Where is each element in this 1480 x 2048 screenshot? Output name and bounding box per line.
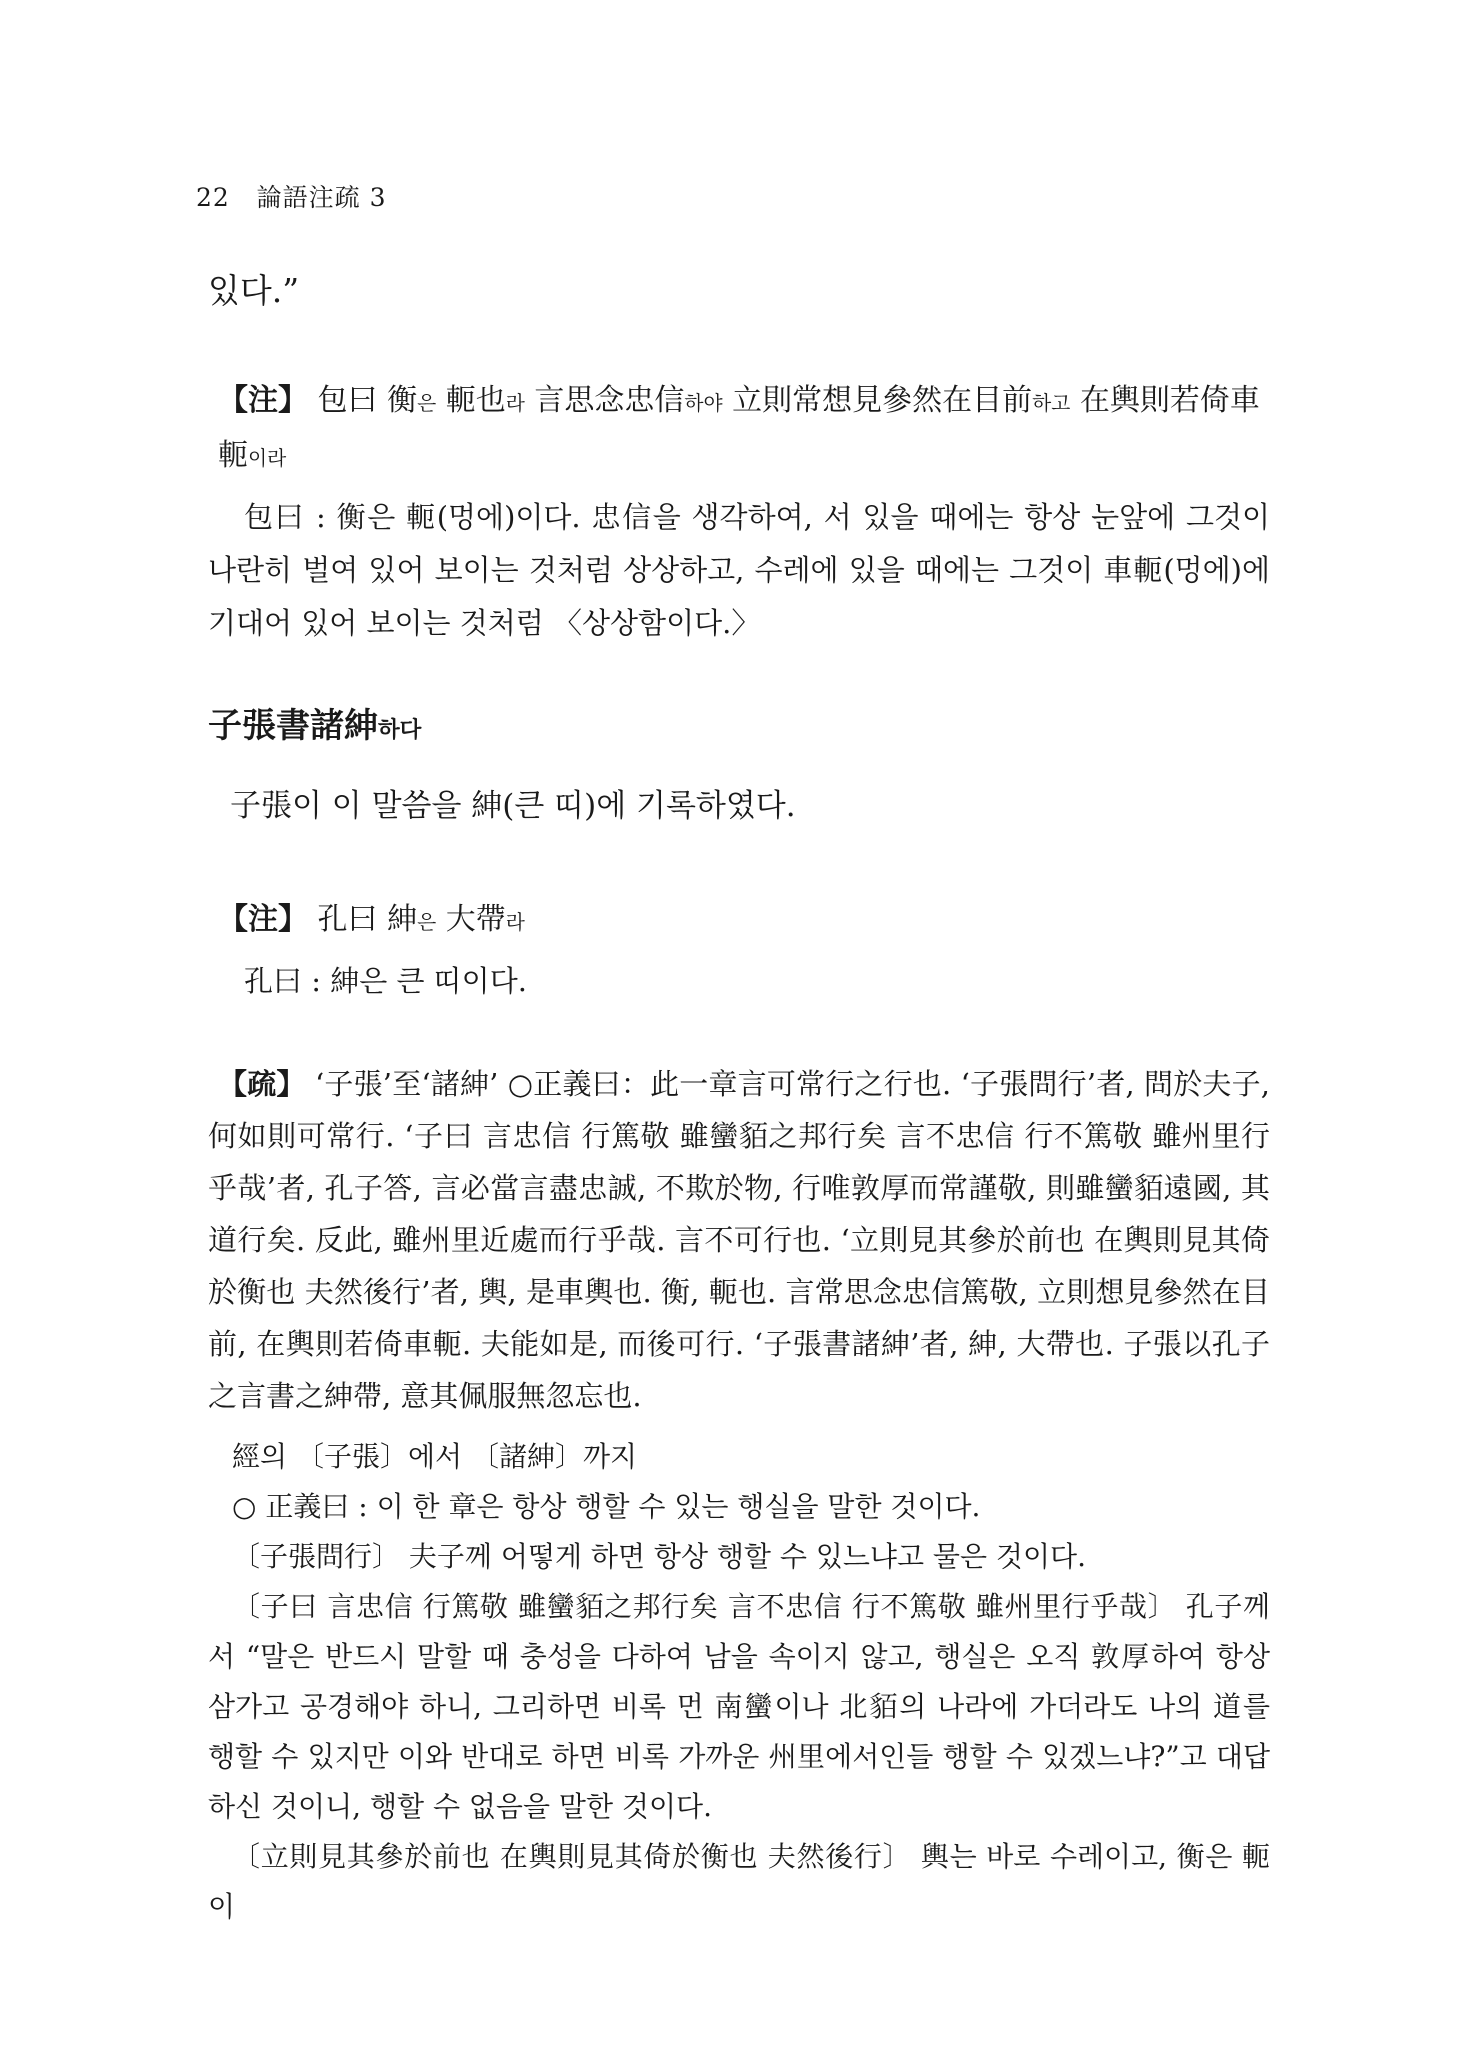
note-body-2 xyxy=(308,902,525,937)
classical-text: 大帶 xyxy=(436,902,506,937)
particle-text: 하야 xyxy=(684,392,723,415)
classical-text: 在輿則若倚車軛 xyxy=(218,383,1260,473)
note-tag-2: 【注】 xyxy=(218,902,308,937)
classical-text: 孔曰 紳 xyxy=(308,902,418,937)
scripture-text: 子張書諸紳 xyxy=(208,706,378,746)
particle-text: 이라 xyxy=(248,447,287,470)
particle-text: 은 xyxy=(417,911,437,934)
scripture-translation: 子張이 이 말씀을 紳(큰 띠)에 기록하였다. xyxy=(230,788,796,824)
note-original-2 xyxy=(208,894,1270,949)
running-header xyxy=(196,178,387,214)
translation-line: 〔子張問行〕 夫子께 어떻게 하면 항상 행할 수 있느냐고 물은 것이다. xyxy=(232,1540,1086,1573)
note-body xyxy=(218,383,1260,473)
translation-line: 〔立則見其參於前也 在輿則見其倚於衡也 夫然後行〕 輿는 바로 수레이고, 衡은 軛이 xyxy=(208,1840,1270,1923)
page-number: 22 xyxy=(196,183,230,212)
note-original xyxy=(208,375,1270,485)
commentary-text xyxy=(208,1058,1270,1422)
classical-text: 軛也 xyxy=(436,383,506,418)
translation-line: 〔子曰 言忠信 行篤敬 雖蠻貊之邦行矣 言不忠信 行不篤敬 雖州里行乎哉〕 孔子께서 “말은 반드시 말할 때 충성을 다하여 남을 속이지 않고, 행실은 오직 敦厚하여 항상 삼가고 공경해야 하니, 그리하면 비록 먼 南蠻이나 北貊의 나라에 가더라도 나의 道를 행할 수 있지만 이와 반대로 하면 비록 가까운 州里에서인들 행할 수 있겠느냐?”고 대답하신 것이니, 행할 수 없음을 말한 것이다. xyxy=(208,1590,1270,1823)
note-tag: 【注】 xyxy=(218,383,308,418)
commentary-tag: 【疏】 xyxy=(218,1067,306,1101)
commentary-body: ‘子張’至‘諸紳’ ○正義曰：此一章言可常行之行也. ‘子張問行’者, 問於夫子, 何如則可常行. ‘子曰 言忠信 行篤敬 雖蠻貊之邦行矣 言不忠信 行不篤敬 雖州里行乎哉’者, 孔子答, 言必當言盡忠誠, 不欺於物, 行唯敦厚而常謹敬, 則雖蠻貊遠國, 其道行矣. 反此, 雖州里近處而行乎哉. 言不可行也. ‘立則見其參於前也 在輿則見其倚於衡也 夫然後行’者, 輿, 是車輿也. 衡, 軛也. 言常思念忠信篤敬, 立則想見參然在目前, 在輿則若倚車軛. 夫能如是, 而後可行. ‘子張書諸紳’者, 紳, 大帶也. 子張以孔子之言書之紳帶, 意其佩服無忽忘也. xyxy=(208,1067,1270,1413)
classical-text: 立則常想見參然在目前 xyxy=(722,383,1033,418)
translation-line: ○ 正義曰 : 이 한 章은 항상 행할 수 있는 행실을 말한 것이다. xyxy=(232,1490,981,1523)
page-content xyxy=(208,265,1270,1932)
particle-text: 라 xyxy=(505,911,525,934)
book-title: 論語注疏 3 xyxy=(256,183,387,212)
particle-text: 라 xyxy=(505,392,525,415)
particle-text: 은 xyxy=(417,392,437,415)
particle-text: 하고 xyxy=(1032,392,1071,415)
translation-line: 經의 〔子張〕에서 〔諸紳〕까지 xyxy=(232,1440,638,1473)
classical-text: 包曰 衡 xyxy=(308,383,418,418)
note-translation-2: 孔曰 : 紳은 큰 띠이다. xyxy=(244,964,527,998)
note-translation: 包曰 : 衡은 軛(멍에)이다. 忠信을 생각하여, 서 있을 때에는 항상 눈앞에 그것이 나란히 벌여 있어 보이는 것처럼 상상하고, 수레에 있을 때에는 그것이 車軛(멍에)에 기대어 있어 보이는 것처럼 〈상상함이다.〉 xyxy=(208,500,1270,640)
classical-text: 言思念忠信 xyxy=(524,383,685,418)
scripture-particle: 하다 xyxy=(378,717,422,743)
continuation-text: 있다.” xyxy=(208,271,300,310)
scripture-heading xyxy=(208,700,1270,756)
